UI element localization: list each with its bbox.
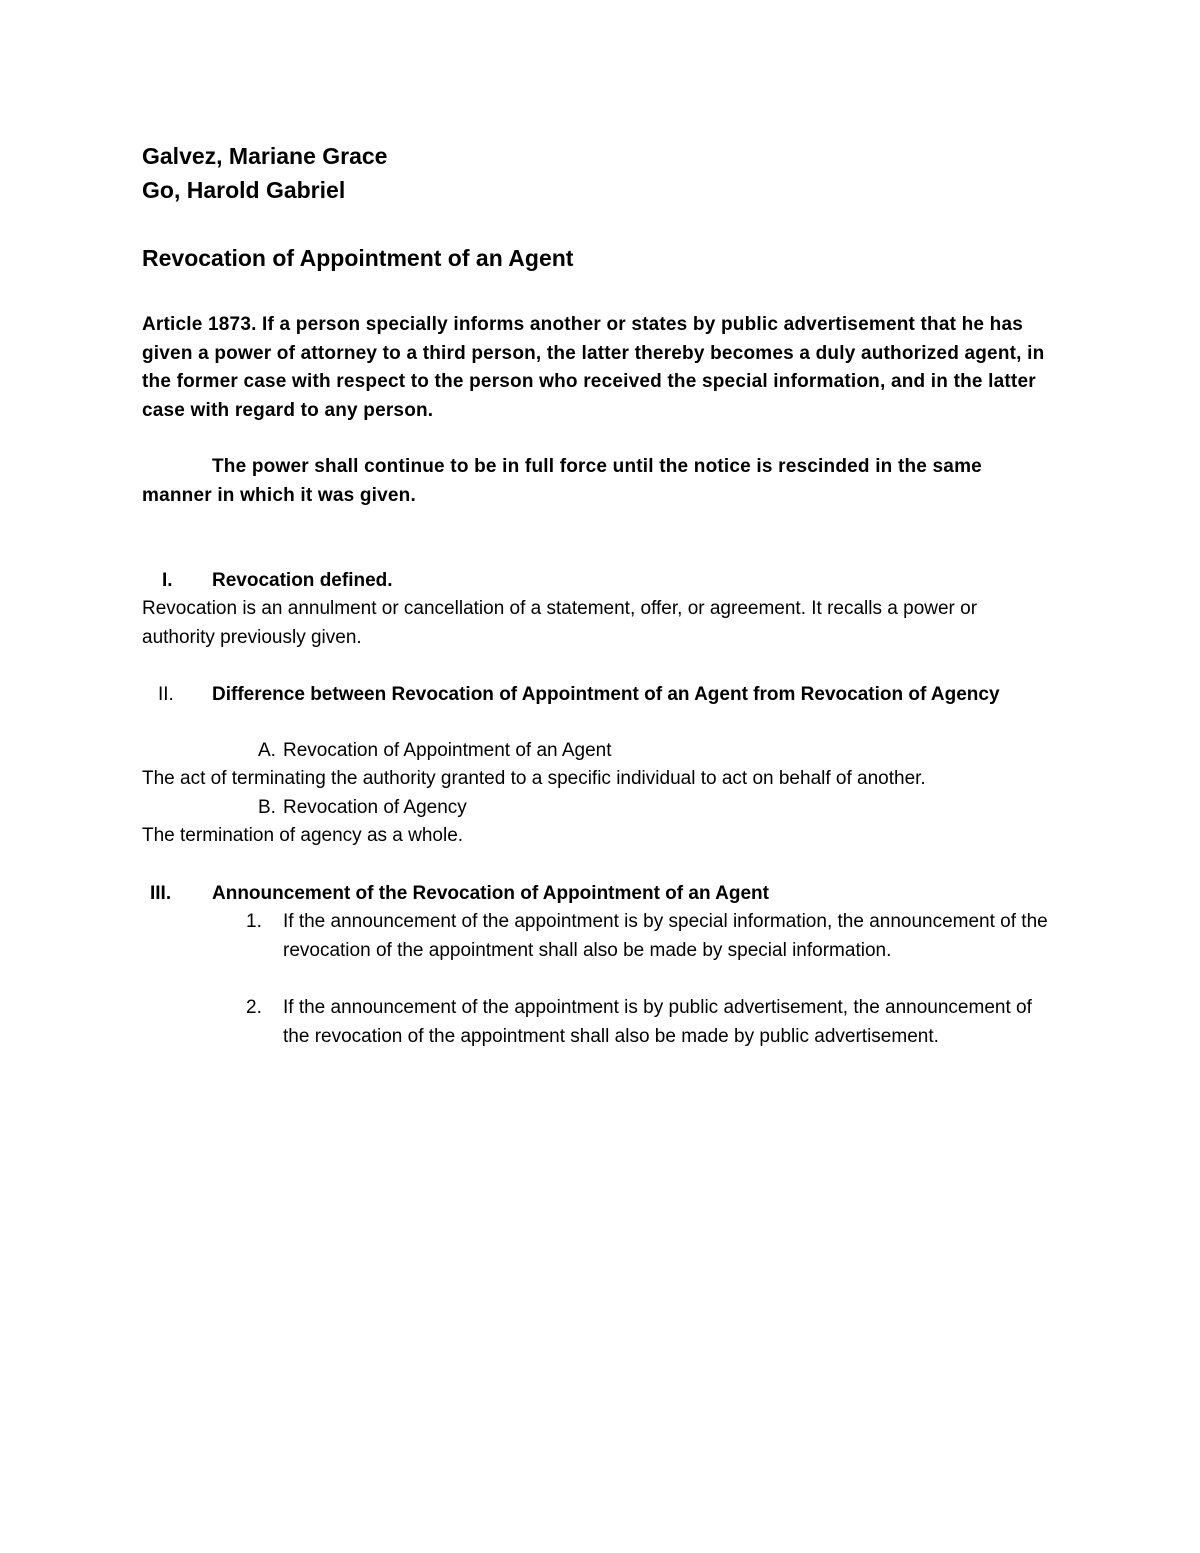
subsection-title: Revocation of Appointment of an Agent xyxy=(283,740,612,761)
section-heading: Announcement of the Revocation of Appointment of an Agent xyxy=(212,883,769,904)
section-numeral: III. xyxy=(150,883,172,904)
subsection-body: The act of terminating the authority granted to a specific individual to act on behalf of another. xyxy=(142,768,926,789)
section-heading: Revocation defined. xyxy=(212,570,393,591)
author-name: Go, Harold Gabriel xyxy=(142,177,346,203)
list-item: If the announcement of the appointment is by public advertisement, the announcement of the revocation of the appointment shall also be made by public advertisement. xyxy=(283,997,1032,1047)
section-numeral: II. xyxy=(158,684,174,705)
subsection-title: Revocation of Agency xyxy=(283,797,467,818)
subsection-label: B. xyxy=(258,797,276,818)
section-heading: Difference between Revocation of Appointment of an Agent from Revocation of Agency xyxy=(212,684,1000,705)
section-numeral: I. xyxy=(162,570,173,591)
article-paragraph: The power shall continue to be in full force until the notice is rescinded in the same manner in which it was given. xyxy=(142,456,982,506)
document-title: Revocation of Appointment of an Agent xyxy=(142,245,574,271)
list-item-label: 2. xyxy=(246,997,262,1018)
subsection-body: The termination of agency as a whole. xyxy=(142,825,464,846)
article-text: Article 1873. If a person specially informs another or states by public advertisement that he has given a power of attorney to a third person, the latter thereby becomes a duly authorized agent, in the former case with respect to the person who received the special information, and in the latter case with regard to any person. xyxy=(142,314,1045,421)
list-item: If the announcement of the appointment is by special information, the announcement of the revocation of the appointment shall also be made by special information. xyxy=(283,911,1048,961)
subsection-label: A. xyxy=(258,740,276,761)
list-item-label: 1. xyxy=(246,911,262,932)
author-name: Galvez, Mariane Grace xyxy=(142,143,388,169)
section-body: Revocation is an annulment or cancellation of a statement, offer, or agreement. It recalls a power or authority previously given. xyxy=(142,598,978,648)
